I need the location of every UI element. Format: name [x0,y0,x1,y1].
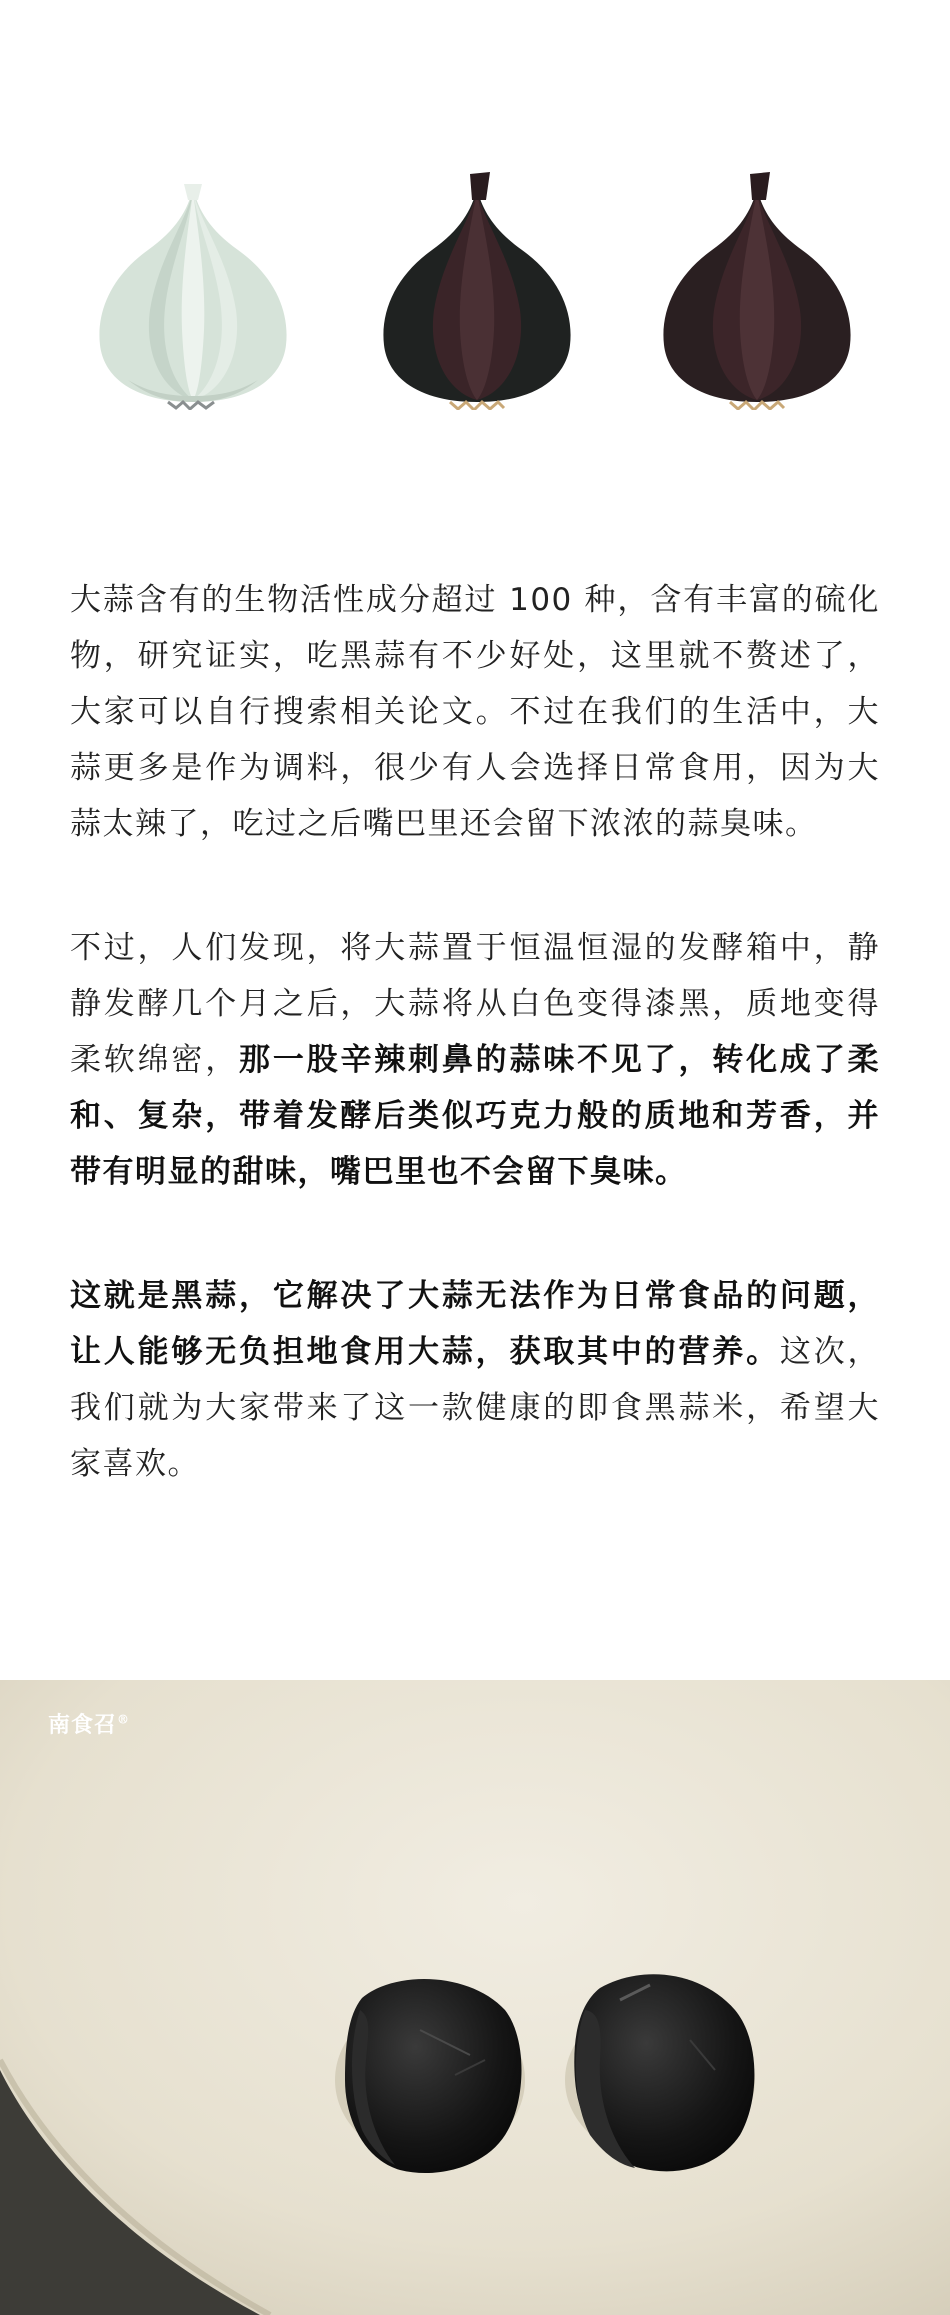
black-garlic-icon [652,170,862,410]
brand-text: 南食召 [48,1712,118,1738]
paragraph-2-plain: 不过，人们发现，将大蒜置于恒温恒湿的发酵箱中，静静发酵几个月之后，大蒜将从白色变得漆黑，质地变得柔软绵密， [70,930,880,1078]
conclusion-paragraph [70,1268,880,1492]
paragraph-3 [70,1268,880,1492]
black-garlic-cloves-photo [0,1680,950,2315]
fermentation-paragraph [70,920,880,1200]
white-garlic-icon [88,170,298,410]
paragraph-2 [70,920,880,1200]
intro-paragraph [70,572,880,852]
garlic-illustration-row [0,170,950,440]
registered-mark: ® [117,1712,131,1727]
paragraph-3-plain: 这次，我们就为大家带来了这一款健康的即食黑蒜米，希望大家喜欢。 [70,1334,880,1482]
black-garlic-icon [372,170,582,410]
paragraph-1: 大蒜含有的生物活性成分超过 100 种，含有丰富的硫化物，研究证实，吃黑蒜有不少好处，这里就不赘述了，大家可以自行搜索相关论文。不过在我们的生活中，大蒜更多是作为调料，很少有人会选择日常食用，因为大蒜太辣了，吃过之后嘴巴里还会留下浓浓的蒜臭味。 [70,582,880,842]
brand-logo [48,1708,130,1739]
paragraph-3-bold: 这就是黑蒜，它解决了大蒜无法作为日常食品的问题，让人能够无负担地食用大蒜，获取其中的营养。 [70,1278,880,1370]
paragraph-2-bold: 那一股辛辣刺鼻的蒜味不见了，转化成了柔和、复杂，带着发酵后类似巧克力般的质地和芳香，并带有明显的甜味，嘴巴里也不会留下臭味。 [70,1042,881,1190]
